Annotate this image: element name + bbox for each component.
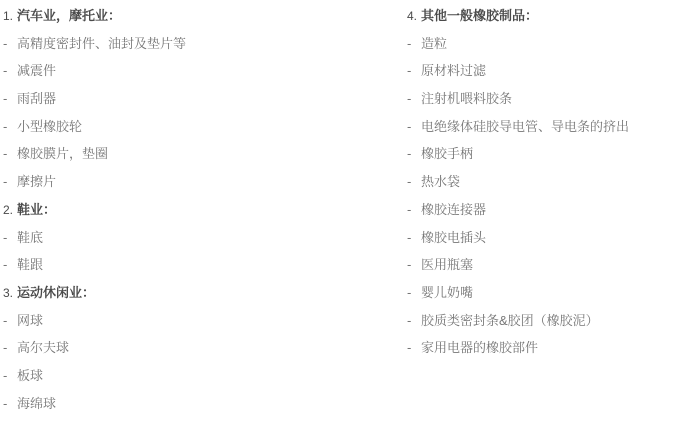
dash-bullet: - <box>407 35 412 51</box>
dash-bullet: - <box>407 284 412 300</box>
dash-bullet: - <box>407 201 412 217</box>
list-item <box>3 362 398 390</box>
dash-bullet: - <box>3 340 8 356</box>
list-item <box>3 30 398 58</box>
dash-bullet: - <box>407 257 412 273</box>
list-item <box>3 168 398 196</box>
list-item <box>407 85 697 113</box>
section-number: 4. <box>407 9 418 23</box>
list-item <box>3 113 398 141</box>
list-item <box>407 30 697 58</box>
item-label: 家用电器的橡胶部件 <box>421 340 539 356</box>
list-item <box>3 57 398 85</box>
list-item <box>3 251 398 279</box>
list-item <box>3 224 398 252</box>
item-label: 橡胶手柄 <box>421 146 474 162</box>
dash-bullet: - <box>407 118 412 134</box>
dash-bullet: - <box>407 91 412 107</box>
section-number: 2. <box>3 202 14 217</box>
item-label: 婴儿奶嘴 <box>421 284 474 300</box>
section-title: 运动休闲业： <box>17 284 96 300</box>
item-label: 鞋跟 <box>17 257 44 273</box>
list-item <box>3 390 398 418</box>
section-heading <box>407 2 697 30</box>
item-label: 医用瓶塞 <box>421 257 474 273</box>
list-item <box>407 224 697 252</box>
dash-bullet: - <box>407 340 412 356</box>
list-item <box>407 140 697 168</box>
list-item <box>3 140 398 168</box>
dash-bullet: - <box>3 312 8 328</box>
item-label: 橡胶电插头 <box>421 229 487 245</box>
item-label: 高精度密封件、油封及垫片等 <box>17 35 187 51</box>
dash-bullet: - <box>3 367 8 383</box>
dash-bullet: - <box>3 91 8 107</box>
list-item <box>407 168 697 196</box>
section-number: 3. <box>3 285 14 300</box>
list-item <box>407 196 697 224</box>
item-label: 减震件 <box>17 63 57 79</box>
list-item <box>407 279 697 307</box>
list-item <box>407 251 697 279</box>
dash-bullet: - <box>3 118 8 134</box>
section-heading <box>3 279 398 307</box>
item-label: 胶质类密封条&胶团（橡胶泥） <box>421 312 599 328</box>
list-item <box>407 113 697 141</box>
dash-bullet: - <box>407 174 412 190</box>
section-title: 鞋业： <box>17 201 57 217</box>
item-label: 热水袋 <box>421 174 461 190</box>
section-heading <box>3 196 398 224</box>
item-label: 小型橡胶轮 <box>17 118 83 134</box>
section-title: 其他一般橡胶制品： <box>421 8 539 23</box>
dash-bullet: - <box>3 257 8 273</box>
item-label: 高尔夫球 <box>17 340 70 356</box>
item-label: 摩擦片 <box>17 174 57 190</box>
dash-bullet: - <box>407 146 412 162</box>
list-item <box>3 307 398 335</box>
dash-bullet: - <box>3 174 8 190</box>
section-title: 汽车业，摩托业： <box>17 8 122 23</box>
list-item <box>3 334 398 362</box>
section-heading <box>3 2 398 30</box>
item-label: 鞋底 <box>17 229 44 245</box>
item-label: 网球 <box>17 312 44 328</box>
dash-bullet: - <box>3 146 8 162</box>
list-item <box>407 307 697 335</box>
dash-bullet: - <box>407 229 412 245</box>
item-label: 造粒 <box>421 35 448 51</box>
item-label: 板球 <box>17 367 44 383</box>
item-label: 海绵球 <box>17 395 57 411</box>
item-label: 原材料过滤 <box>421 63 487 79</box>
item-label: 电绝缘体硅胶导电管、导电条的挤出 <box>421 118 630 134</box>
dash-bullet: - <box>407 63 412 79</box>
list-item <box>3 85 398 113</box>
section-number: 1. <box>3 9 14 23</box>
list-item <box>407 57 697 85</box>
column-left <box>3 2 398 417</box>
dash-bullet: - <box>3 395 8 411</box>
dash-bullet: - <box>3 63 8 79</box>
item-label: 橡胶膜片，垫圈 <box>17 146 109 162</box>
item-label: 橡胶连接器 <box>421 201 487 217</box>
dash-bullet: - <box>3 35 8 51</box>
list-item <box>407 334 697 362</box>
dash-bullet: - <box>407 312 412 328</box>
dash-bullet: - <box>3 229 8 245</box>
column-right <box>407 2 697 362</box>
item-label: 注射机喂料胶条 <box>421 91 513 107</box>
item-label: 雨刮器 <box>17 91 57 107</box>
